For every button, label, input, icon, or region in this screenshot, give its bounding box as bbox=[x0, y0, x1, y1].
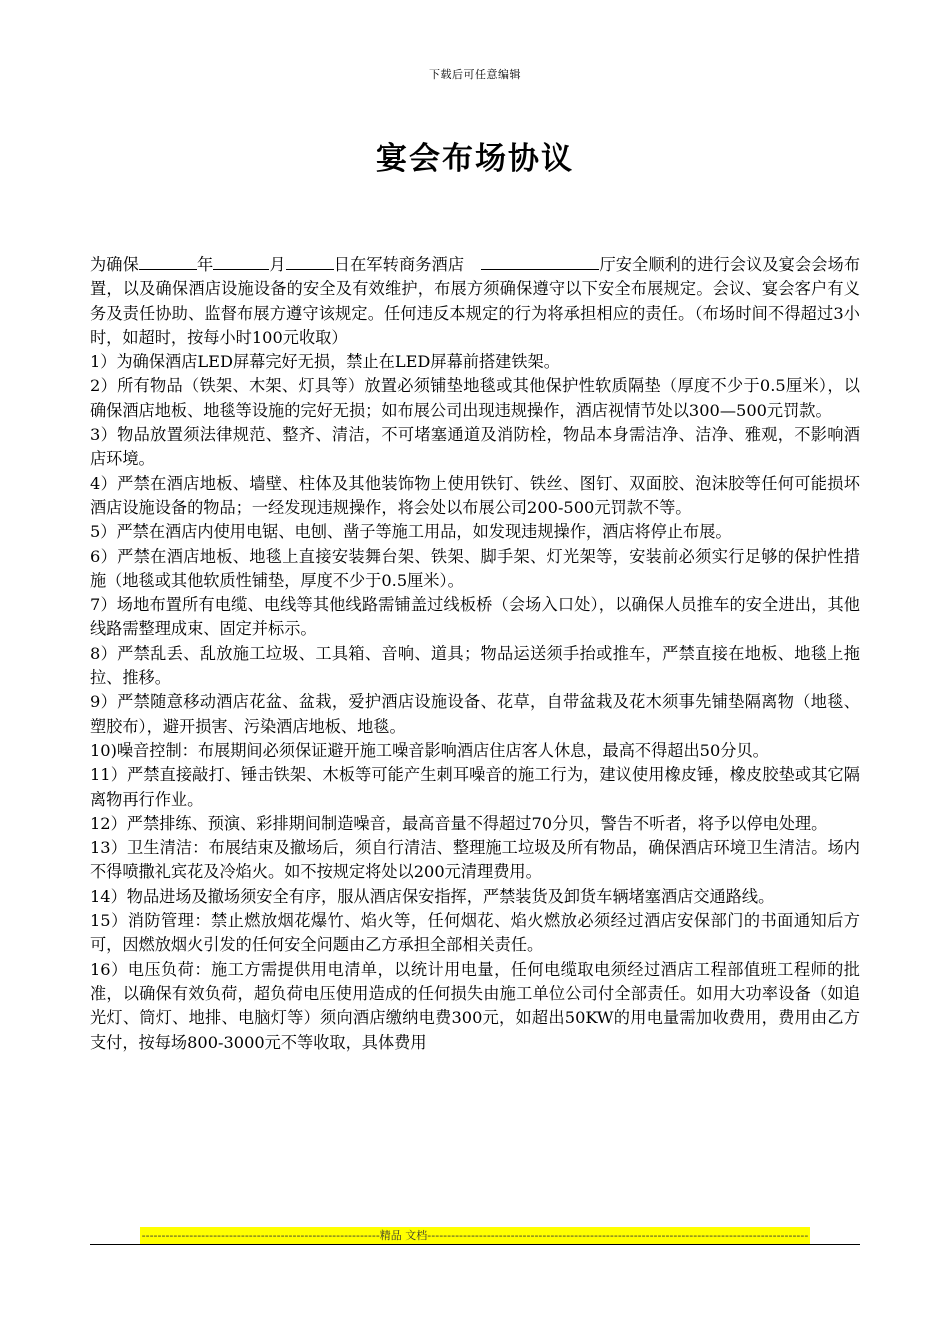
intro-text-2: 年 bbox=[196, 255, 214, 274]
clause-15: 15）消防管理：禁止燃放烟花爆竹、焰火等，任何烟花、焰火燃放必须经过酒店安保部门的书面通知后方可，因燃放烟火引发的任何安全问题由乙方承担全部相关责任。 bbox=[90, 911, 860, 955]
clause-16: 16）电压负荷：施工方需提供用电清单，以统计用电量，任何电缆取电须经过酒店工程部值班工程师的批准，以确保有效负荷，超负荷电压使用造成的任何损失由施工单位公司付全部责任。如用大功率设备（如追光灯、筒灯、地排、电脑灯等）须向酒店缴纳电费300元，如超出50KW的用电量需加收费用，费用由乙方支付，按每场800-3000元不等收取，具体费用 bbox=[90, 959, 860, 1052]
clause-12: 12）严禁排练、预演、彩排期间制造噪音，最高音量不得超过70分贝，警告不听者，将予以停电处理。 bbox=[90, 813, 828, 833]
clause-6: 6）严禁在酒店地板、地毯上直接安装舞台架、铁架、脚手架、灯光架等，安装前必须实行足够的保护性措施（地毯或其他软质性铺垫，厚度不少于0.5厘米）。 bbox=[90, 546, 860, 590]
clause-4: 4）严禁在酒店地板、墙壁、柱体及其他装饰物上使用铁钉、铁丝、图钉、双面胶、泡沫胶等任何可能损坏酒店设施设备的物品；一经发现违规操作，将会处以布展公司200-500元罚款不等。 bbox=[90, 473, 860, 517]
header-note: 下载后可任意编辑 bbox=[429, 68, 521, 81]
clause-11: 11）严禁直接敲打、锤击铁架、木板等可能产生刺耳噪音的施工行为，建议使用橡皮锤，橡皮胶垫或其它隔离物再行作业。 bbox=[90, 765, 860, 809]
clause-5: 5）严禁在酒店内使用电锯、电刨、凿子等施工用品，如发现违规操作，酒店将停止布展。 bbox=[90, 522, 732, 542]
clause-8: 8）严禁乱丢、乱放施工垃圾、工具箱、音响、道具；物品运送须手抬或推车，严禁直接在地板、地毯上拖拉、推移。 bbox=[90, 643, 860, 688]
intro-text-4: 日在军转商务酒店 bbox=[333, 255, 470, 274]
document-title: 宴会布场协议 bbox=[376, 141, 574, 177]
footer-banner: ------------------------------------------------------------精品 文档------------------------------------------------------------------------------------------------ bbox=[141, 1229, 809, 1242]
intro-text-1: 为确保 bbox=[90, 255, 139, 274]
clause-1: 1）为确保酒店LED屏幕完好无损，禁止在LED屏幕前搭建铁架。 bbox=[90, 352, 560, 372]
year-blank bbox=[139, 252, 197, 270]
clause-2: 2）所有物品（铁架、木架、灯具等）放置必须铺垫地毯或其他保护性软质隔垫（厚度不少于0.5厘米），以确保酒店地板、地毯等设施的完好无损；如布展公司出现违规操作，酒店视情节处以300—500元罚款。 bbox=[90, 376, 860, 420]
clause-14: 14）物品进场及撤场须安全有序，服从酒店保安指挥，严禁装货及卸货车辆堵塞酒店交通路线。 bbox=[90, 886, 775, 906]
month-blank bbox=[213, 252, 269, 270]
clause-10: 10)噪音控制：布展期间必须保证避开施工噪音影响酒店住店客人休息，最高不得超出50分贝。 bbox=[90, 740, 769, 760]
document-body bbox=[90, 252, 860, 1055]
intro-text-5: 厅安全顺利的进行会议及宴会会场布置，以及确保酒店设施设备的安全及有效维护，布展方须确保遵守以下安全布展规定。会议、宴会客户有义务及责任协助、监督布展方遵守该规定。任何违反本规定的行为将承担相应的责任。（布场时间不得超过3小时，如超时，按每小时100元收取） bbox=[90, 255, 861, 347]
clause-9: 9）严禁随意移动酒店花盆、盆栽，爱护酒店设施设备、花草，自带盆栽及花木须事先铺垫隔离物（地毯、塑胶布），避开损害、污染酒店地板、地毯。 bbox=[90, 692, 860, 736]
hall-blank bbox=[481, 252, 599, 270]
intro-paragraph bbox=[90, 252, 860, 350]
intro-text-3: 月 bbox=[269, 255, 286, 274]
clause-13: 13）卫生清洁：布展结束及撤场后，须自行清洁、整理施工垃圾及所有物品，确保酒店环境卫生清洁。场内不得喷撒礼宾花及冷焰火。如不按规定将处以200元清理费用。 bbox=[90, 838, 860, 882]
day-blank bbox=[286, 252, 334, 270]
clause-7: 7）场地布置所有电缆、电线等其他线路需铺盖过线板桥（会场入口处），以确保人员推车的安全进出，其他线路需整理成束、固定并标示。 bbox=[90, 595, 860, 639]
footer-divider bbox=[90, 1244, 860, 1245]
clause-3: 3）物品放置须法律规范、整齐、清洁，不可堵塞通道及消防栓，物品本身需洁净、洁净、雅观，不影响酒店环境。 bbox=[90, 425, 860, 469]
